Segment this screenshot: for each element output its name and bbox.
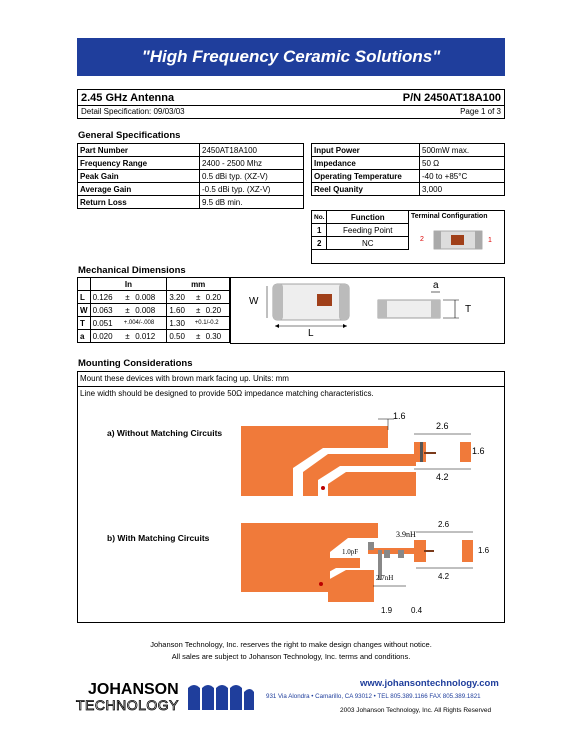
- col-header-function: Function: [327, 211, 409, 224]
- dim-value: 0.020: [90, 330, 122, 343]
- dim-label: a: [78, 330, 91, 343]
- dim-tol-sign: ±: [122, 304, 134, 317]
- layout-b-title: b) With Matching Circuits: [107, 533, 210, 543]
- table-row: [78, 144, 304, 157]
- dim-label: L: [78, 291, 91, 304]
- terminal-label-right: 1: [488, 237, 492, 244]
- copyright: 2003 Johanson Technology, Inc. All Rights Reserved: [340, 707, 492, 714]
- dim-value: 0.126: [90, 291, 122, 304]
- spec-label: Peak Gain: [78, 170, 200, 183]
- dim-tol: 0.008: [133, 291, 167, 304]
- footer-line-2: All sales are subject to Johanson Technology, Inc. terms and conditions.: [171, 652, 411, 661]
- dim-tol: +.004/-.008: [122, 317, 167, 330]
- spec-label: Input Power: [312, 144, 420, 157]
- col-header-mm: mm: [167, 278, 230, 291]
- dim-b-6: 0.4: [411, 606, 423, 615]
- table-row: [78, 170, 304, 183]
- detail-date: Detail Specification: 09/03/03: [81, 107, 185, 116]
- pin-number: 1: [312, 224, 327, 237]
- table-row: [312, 224, 409, 237]
- dim-b-4: 4.2: [438, 572, 450, 581]
- mounting-title: Mounting Considerations: [78, 358, 193, 369]
- table-row: [78, 157, 304, 170]
- dim-value: 1.60: [167, 304, 193, 317]
- spec-value: 50 Ω: [420, 157, 505, 170]
- mechanical-drawing: [230, 277, 505, 344]
- inductor-label-2: 2.7nH: [376, 574, 394, 582]
- dim-tol-sign: ±: [193, 304, 204, 317]
- spec-value: -40 to +85°C: [420, 170, 505, 183]
- dim-a-3: 1.6: [472, 446, 485, 456]
- label-l: L: [308, 328, 314, 339]
- table-row: [78, 183, 304, 196]
- dim-value: 1.30: [167, 317, 193, 330]
- dim-a-1: 1.6: [393, 411, 406, 421]
- spec-label: Average Gain: [78, 183, 200, 196]
- dim-tol-sign: ±: [193, 291, 204, 304]
- spec-label: Impedance: [312, 157, 420, 170]
- mounting-box: [77, 371, 505, 623]
- johanson-wave-logo: [186, 682, 256, 714]
- function-table: [311, 210, 505, 264]
- table-row: [312, 183, 505, 196]
- col-header-in: In: [90, 278, 167, 291]
- dim-b-5: 1.9: [381, 606, 393, 615]
- mechanical-title: Mechanical Dimensions: [78, 265, 186, 276]
- dim-b-3: 1.6: [478, 546, 490, 555]
- product-title: 2.45 GHz Antenna: [81, 92, 175, 104]
- pin-function: NC: [327, 237, 409, 250]
- dim-value: 0.50: [167, 330, 193, 343]
- col-header-no: No.: [312, 211, 327, 224]
- dim-tol: 0.20: [204, 291, 230, 304]
- layout-diagrams: [78, 372, 504, 622]
- dim-tol-sign: ±: [193, 330, 204, 343]
- mounting-line-1: Mount these devices with brown mark facing up. Units: mm: [80, 374, 289, 383]
- dim-tol: 0.012: [133, 330, 167, 343]
- dim-tol-sign: ±: [122, 330, 134, 343]
- dim-label: W: [78, 304, 91, 317]
- table-row: [312, 157, 505, 170]
- dim-b-2: 2.6: [438, 520, 450, 529]
- terminal-config-header: Terminal Configuration: [411, 213, 488, 220]
- dim-tol: 0.20: [204, 304, 230, 317]
- inductor-label-1: 3.9nH: [396, 530, 416, 539]
- logo-text-2: TECHNOLOGY: [76, 697, 180, 713]
- pin-function: Feeding Point: [327, 224, 409, 237]
- dim-label: T: [78, 317, 91, 330]
- dim-a-2: 2.6: [436, 421, 449, 431]
- dim-value: 3.20: [167, 291, 193, 304]
- general-specs-title: General Specifications: [78, 130, 181, 141]
- capacitor-label: 1.0pF: [342, 548, 359, 556]
- pin-number: 2: [312, 237, 327, 250]
- dim-value: 0.051: [90, 317, 122, 330]
- layout-a-title: a) Without Matching Circuits: [107, 428, 223, 438]
- general-specs-left-table: [77, 143, 304, 209]
- table-row: [78, 317, 230, 330]
- dim-tol: 0.008: [133, 304, 167, 317]
- spec-label: Frequency Range: [78, 157, 200, 170]
- company-address: 931 Via Alondra • Camarillo, CA 93012 • TEL 805.389.1166 FAX 805.389.1821: [266, 693, 481, 700]
- spec-value: 9.5 dB min.: [200, 196, 304, 209]
- part-number: P/N 2450AT18A100: [402, 92, 501, 104]
- footer-line-1: Johanson Technology, Inc. reserves the right to make design changes without notice.: [150, 640, 432, 649]
- table-row: [312, 170, 505, 183]
- divider: [78, 105, 504, 106]
- spec-label: Reel Quanity: [312, 183, 420, 196]
- spec-value: 500mW max.: [420, 144, 505, 157]
- chip-outline-diagram: [231, 278, 504, 343]
- spec-label: Return Loss: [78, 196, 200, 209]
- general-specs-right-table: [311, 143, 505, 196]
- spec-label: Part Number: [78, 144, 200, 157]
- page-number: Page 1 of 3: [460, 107, 501, 116]
- spec-value: 3,000: [420, 183, 505, 196]
- table-row: [312, 237, 409, 250]
- table-row: [78, 330, 230, 343]
- terminal-label-left: 2: [420, 236, 424, 243]
- table-row: [78, 196, 304, 209]
- mechanical-table: [77, 277, 230, 343]
- company-url[interactable]: www.johansontechnology.com: [360, 678, 499, 689]
- dim-tol: +0.1/-0.2: [193, 317, 230, 330]
- spec-label: Operating Temperature: [312, 170, 420, 183]
- table-row: [78, 278, 230, 291]
- logo-text-1: JOHANSON: [88, 681, 179, 698]
- dim-tol-sign: ±: [122, 291, 134, 304]
- label-t: T: [465, 304, 472, 315]
- label-a: a: [433, 280, 439, 291]
- spec-value: 2400 - 2500 Mhz: [200, 157, 304, 170]
- mounting-line-2: Line width should be designed to provide 50Ω impedance matching characteristics.: [80, 389, 374, 398]
- table-row: [78, 304, 230, 317]
- page-banner: "High Frequency Ceramic Solutions": [77, 38, 505, 76]
- dim-tol: 0.30: [204, 330, 230, 343]
- table-row: [312, 211, 409, 224]
- table-row: [312, 144, 505, 157]
- table-row: [78, 291, 230, 304]
- spec-value: 0.5 dBi typ. (XZ-V): [200, 170, 304, 183]
- spec-value: -0.5 dBi typ. (XZ-V): [200, 183, 304, 196]
- header-box: [77, 89, 505, 119]
- label-w: W: [249, 296, 259, 307]
- dim-value: 0.063: [90, 304, 122, 317]
- terminal-config-diagram: [432, 229, 484, 251]
- dim-a-4: 4.2: [436, 472, 449, 482]
- spec-value: 2450AT18A100: [200, 144, 304, 157]
